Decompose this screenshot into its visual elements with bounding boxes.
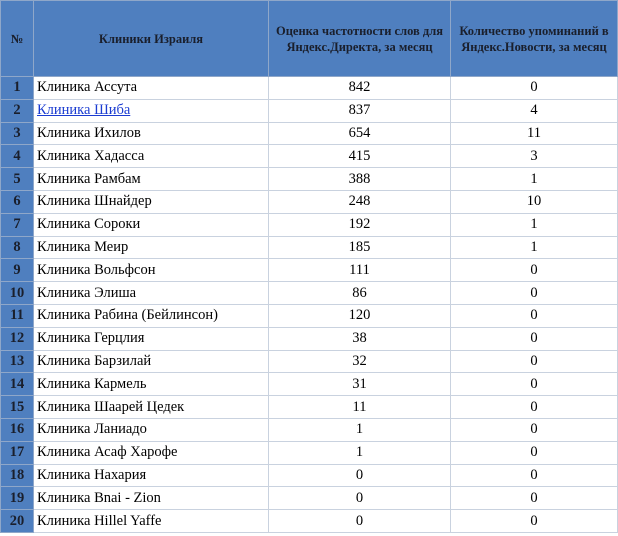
mentions-cell: 11 xyxy=(451,122,618,145)
table-row xyxy=(1,259,618,282)
row-number: 14 xyxy=(1,373,34,396)
clinic-name-cell: Клиника Асаф Харофе xyxy=(34,441,269,464)
mentions-cell: 1 xyxy=(451,236,618,259)
row-number: 11 xyxy=(1,304,34,327)
mentions-cell: 0 xyxy=(451,77,618,100)
row-number: 7 xyxy=(1,213,34,236)
table-row xyxy=(1,487,618,510)
clinic-name-cell: Клиника Шнайдер xyxy=(34,190,269,213)
mentions-cell: 0 xyxy=(451,464,618,487)
table-row xyxy=(1,510,618,533)
row-number: 19 xyxy=(1,487,34,510)
table-row xyxy=(1,168,618,191)
row-number: 13 xyxy=(1,350,34,373)
row-number: 1 xyxy=(1,77,34,100)
frequency-cell: 837 xyxy=(269,99,451,122)
clinic-name-cell: Клиника Рабина (Бейлинсон) xyxy=(34,304,269,327)
clinic-name-cell: Клиника Ассута xyxy=(34,77,269,100)
frequency-cell: 248 xyxy=(269,190,451,213)
mentions-cell: 10 xyxy=(451,190,618,213)
row-number: 10 xyxy=(1,282,34,305)
clinic-name-cell: Клиника Элиша xyxy=(34,282,269,305)
clinic-name-cell: Клиника Барзилай xyxy=(34,350,269,373)
clinic-name-cell: Клиника Ихилов xyxy=(34,122,269,145)
mentions-cell: 0 xyxy=(451,350,618,373)
table-row xyxy=(1,464,618,487)
frequency-cell: 1 xyxy=(269,418,451,441)
clinic-name-cell: Клиника Хадасса xyxy=(34,145,269,168)
frequency-cell: 185 xyxy=(269,236,451,259)
clinic-name-cell: Клиника Рамбам xyxy=(34,168,269,191)
row-number: 6 xyxy=(1,190,34,213)
header-mentions: Количество упоминаний в Яндекс.Новости, за месяц xyxy=(451,1,618,77)
table-row xyxy=(1,282,618,305)
table-row xyxy=(1,190,618,213)
header-frequency: Оценка частотности слов для Яндекс.Директа, за месяц xyxy=(269,1,451,77)
mentions-cell: 0 xyxy=(451,282,618,305)
table-row xyxy=(1,236,618,259)
mentions-cell: 0 xyxy=(451,418,618,441)
row-number: 20 xyxy=(1,510,34,533)
header-clinic: Клиники Израиля xyxy=(34,1,269,77)
clinic-name-cell: Клиника Кармель xyxy=(34,373,269,396)
mentions-cell: 0 xyxy=(451,396,618,419)
mentions-cell: 1 xyxy=(451,213,618,236)
table-row xyxy=(1,396,618,419)
row-number: 5 xyxy=(1,168,34,191)
frequency-cell: 0 xyxy=(269,510,451,533)
table-row xyxy=(1,327,618,350)
clinic-name-cell: Клиника Шаарей Цедек xyxy=(34,396,269,419)
frequency-cell: 111 xyxy=(269,259,451,282)
mentions-cell: 0 xyxy=(451,259,618,282)
clinic-name-cell xyxy=(34,99,269,122)
frequency-cell: 192 xyxy=(269,213,451,236)
frequency-cell: 1 xyxy=(269,441,451,464)
frequency-cell: 415 xyxy=(269,145,451,168)
clinic-name-cell: Клиника Bnai - Zion xyxy=(34,487,269,510)
table-row xyxy=(1,213,618,236)
mentions-cell: 0 xyxy=(451,510,618,533)
mentions-cell: 0 xyxy=(451,487,618,510)
row-number: 9 xyxy=(1,259,34,282)
mentions-cell: 4 xyxy=(451,99,618,122)
header-row xyxy=(1,1,618,77)
row-number: 15 xyxy=(1,396,34,419)
table-row xyxy=(1,304,618,327)
frequency-cell: 388 xyxy=(269,168,451,191)
row-number: 4 xyxy=(1,145,34,168)
frequency-cell: 0 xyxy=(269,487,451,510)
mentions-cell: 0 xyxy=(451,304,618,327)
clinic-name-cell: Клиника Hillel Yaffe xyxy=(34,510,269,533)
frequency-cell: 86 xyxy=(269,282,451,305)
clinic-name-cell: Клиника Ланиадо xyxy=(34,418,269,441)
row-number: 18 xyxy=(1,464,34,487)
row-number: 16 xyxy=(1,418,34,441)
table-row xyxy=(1,373,618,396)
row-number: 3 xyxy=(1,122,34,145)
frequency-cell: 31 xyxy=(269,373,451,396)
row-number: 2 xyxy=(1,99,34,122)
table-row xyxy=(1,122,618,145)
row-number: 12 xyxy=(1,327,34,350)
mentions-cell: 0 xyxy=(451,441,618,464)
table-row xyxy=(1,441,618,464)
table-header xyxy=(1,1,618,77)
clinic-link[interactable]: Клиника Шиба xyxy=(37,102,131,119)
table-row xyxy=(1,418,618,441)
clinic-name-cell: Клиника Вольфсон xyxy=(34,259,269,282)
table-row xyxy=(1,77,618,100)
table-row xyxy=(1,350,618,373)
mentions-cell: 1 xyxy=(451,168,618,191)
row-number: 17 xyxy=(1,441,34,464)
frequency-cell: 38 xyxy=(269,327,451,350)
clinic-name-cell: Клиника Нахария xyxy=(34,464,269,487)
header-num: № xyxy=(1,1,34,77)
table-row xyxy=(1,145,618,168)
mentions-cell: 3 xyxy=(451,145,618,168)
mentions-cell: 0 xyxy=(451,327,618,350)
frequency-cell: 654 xyxy=(269,122,451,145)
frequency-cell: 0 xyxy=(269,464,451,487)
frequency-cell: 32 xyxy=(269,350,451,373)
frequency-cell: 120 xyxy=(269,304,451,327)
frequency-cell: 11 xyxy=(269,396,451,419)
clinic-name-cell: Клиника Меир xyxy=(34,236,269,259)
table-body xyxy=(1,77,618,533)
row-number: 8 xyxy=(1,236,34,259)
mentions-cell: 0 xyxy=(451,373,618,396)
clinic-name-cell: Клиника Герцлия xyxy=(34,327,269,350)
clinic-name-cell: Клиника Сороки xyxy=(34,213,269,236)
table-row xyxy=(1,99,618,122)
frequency-cell: 842 xyxy=(269,77,451,100)
